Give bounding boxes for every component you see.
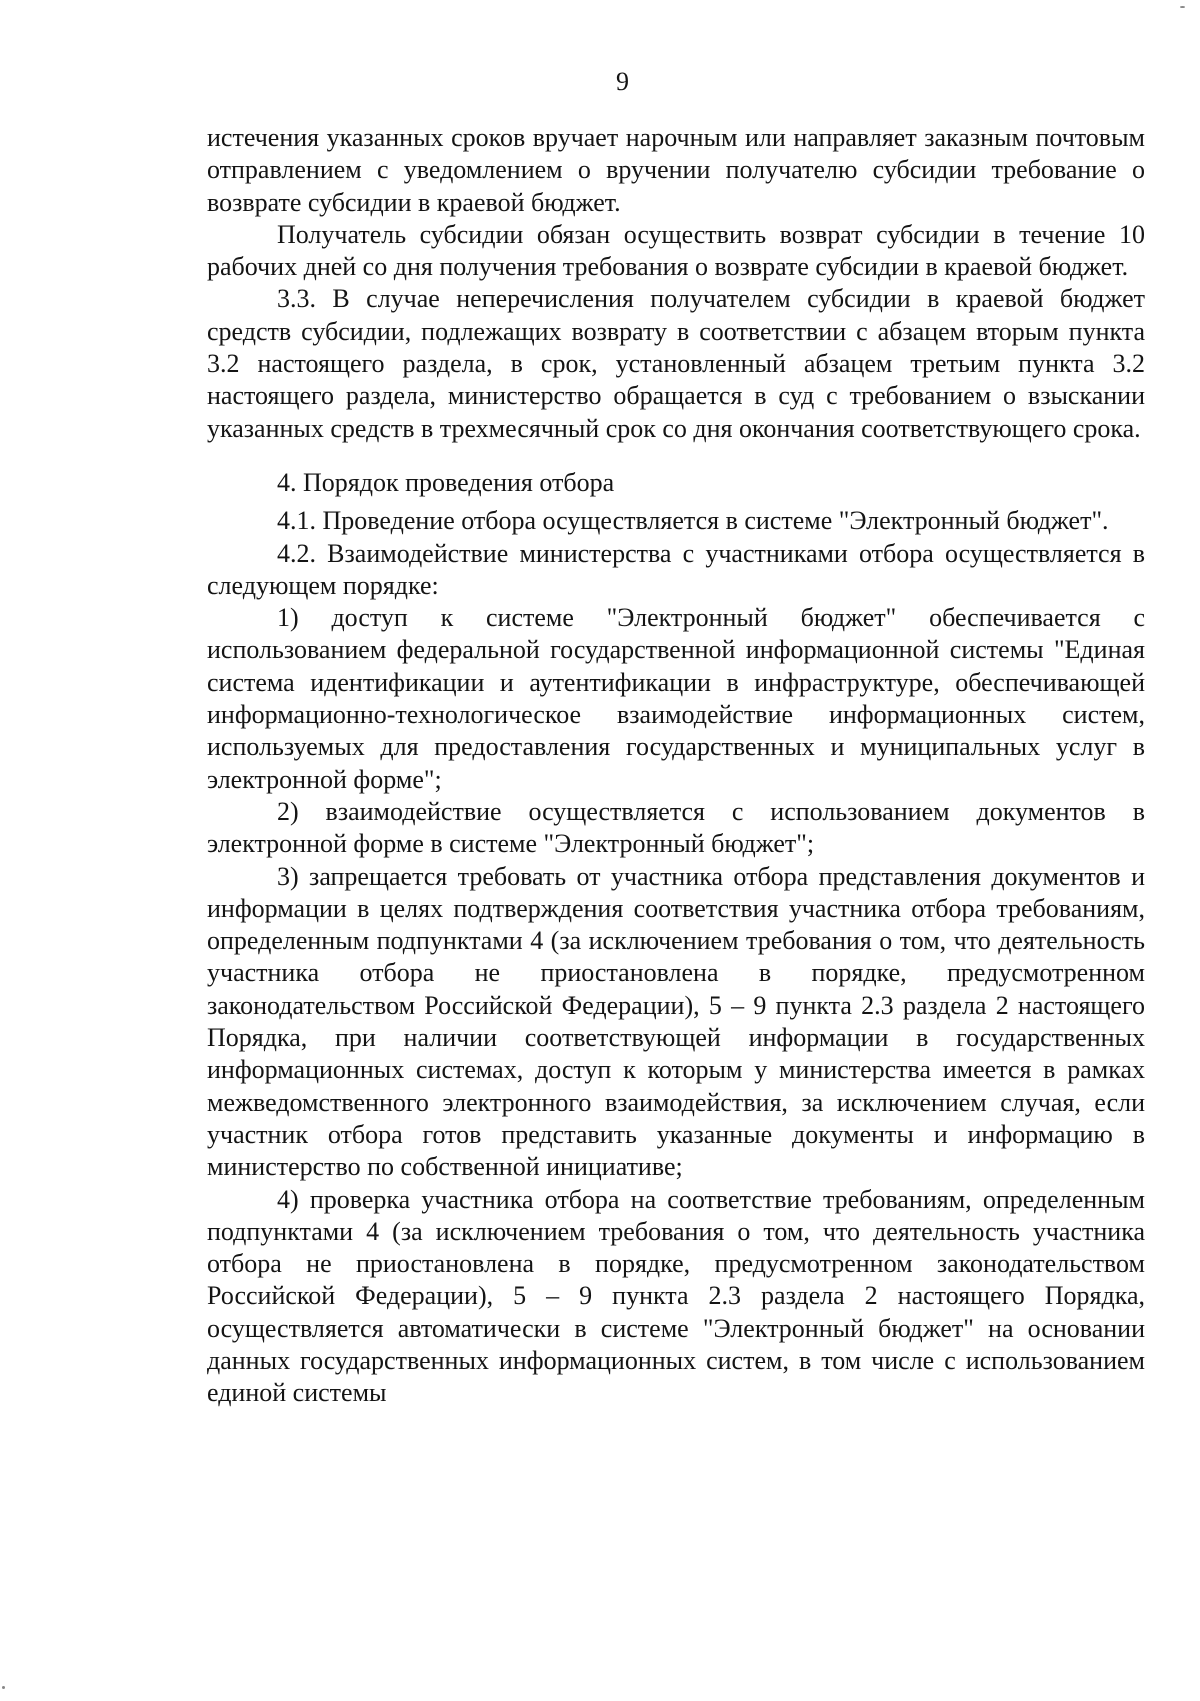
page-number: 9 [616, 67, 629, 96]
list-item-3: 3) запрещается требовать от участника отбора представления документов и информации в целях подтверждения соответствия участника отбора требованиям, определенным подпунктами 4 (за исключением требования о том, что деятельность участника отбора не приостановлена в порядке, предусмотренном законодательством Российской Федерации), 5 – 9 пункта 2.3 раздела 2 настоящего Порядка, при наличии соответствующей информации в государственных информационных системах, доступ к которым у министерства имеется в рамках межведомственного электронного взаимодействия, за исключением случая, если участник отбора готов представить указанные документы и информацию в министерство по собственной инициативе; [207, 861, 1145, 1182]
document-body [207, 122, 1145, 1410]
scan-speck [2, 1686, 5, 1689]
list-item-1: 1) доступ к системе "Электронный бюджет" обеспечивается с использованием федеральной государственной информационной системы "Единая система идентификации и аутентификации в инфраструктуре, обеспечивающей информационно-технологическое взаимодействие информационных систем, используемых для предоставления государственных и муниципальных услуг в электронной форме"; [207, 603, 1145, 794]
section-heading-4: 4. Порядок проведения отбора [277, 467, 615, 497]
scan-speck [1180, 6, 1185, 8]
paragraph-continuation: истечения указанных сроков вручает нарочным или направляет заказным почтовым отправлением с уведомлением о вручении получателю субсидии требование о возврате субсидии в краевой бюджет. [207, 123, 1145, 217]
paragraph-3-3: 3.3. В случае неперечисления получателем субсидии в краевой бюджет средств субсидии, подлежащих возврату в соответствии с абзацем вторым пункта 3.2 настоящего раздела, в срок, установленный абзацем третьим пункта 3.2 настоящего раздела, министерство обращается в суд с требованием о взыскании указанных средств в трехмесячный срок со дня окончания соответствующего срока. [207, 284, 1145, 443]
list-item-2: 2) взаимодействие осуществляется с использованием документов в электронной форме в системе "Электронный бюджет"; [207, 796, 1145, 859]
list-item-4: 4) проверка участника отбора на соответствие требованиям, определенным подпунктами 4 (за исключением требования о том, что деятельность участника отбора не приостановлена в порядке, предусмотренном законодательством Российской Федерации), 5 – 9 пункта 2.3 раздела 2 настоящего Порядка, осуществляется автоматически в системе "Электронный бюджет" на основании данных государственных информационных систем, в том числе с использованием единой системы [207, 1184, 1145, 1408]
paragraph-4-2: 4.2. Взаимодействие министерства с участниками отбора осуществляется в следующем порядке: [207, 538, 1145, 600]
paragraph-return-obligation: Получатель субсидии обязан осуществить возврат субсидии в течение 10 рабочих дней со дня получения требования о возврате субсидии в краевой бюджет. [207, 219, 1145, 282]
paragraph-4-1: 4.1. Проведение отбора осуществляется в системе "Электронный бюджет". [277, 506, 1109, 536]
